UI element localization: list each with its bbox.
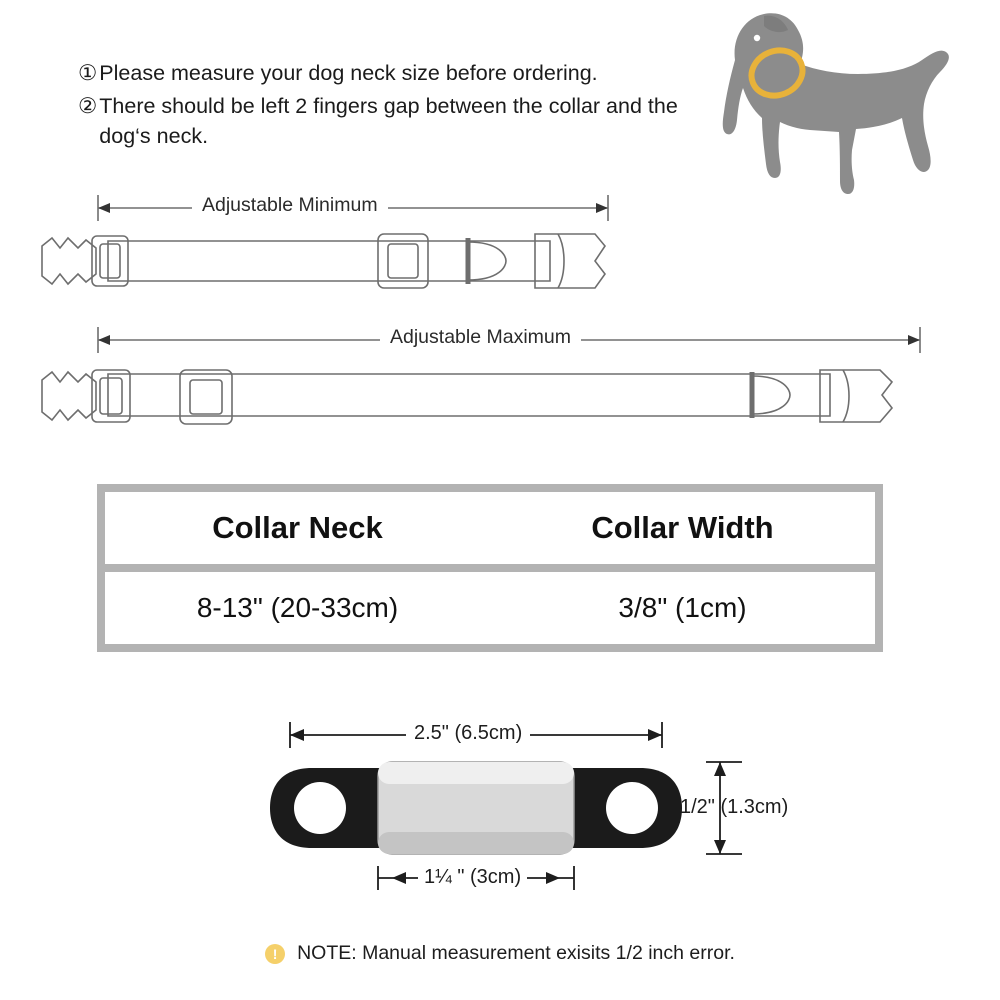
tag-height-label: 1/2" (1.3cm) bbox=[680, 796, 789, 818]
table-header-row bbox=[105, 492, 875, 564]
table-cell-collar-neck: 8-13" (20-33cm) bbox=[196, 592, 399, 623]
note-row bbox=[0, 942, 1000, 965]
instruction-text: There should be left 2 fingers gap between the collar and the dog‘s neck. bbox=[99, 94, 678, 148]
tag-plate-width-label: 1¼ " (3cm) bbox=[418, 866, 527, 889]
dog-illustration bbox=[640, 0, 960, 210]
note-text: NOTE: Manual measurement exisits 1/2 inch error. bbox=[297, 942, 735, 964]
instruction-number: ② bbox=[78, 94, 98, 118]
table-header-collar-neck: Collar Neck bbox=[212, 510, 383, 545]
tag-dimensions-diagram bbox=[250, 700, 870, 910]
instruction-text: Please measure your dog neck size before ordering. bbox=[99, 61, 598, 85]
tag-width-label: 2.5" (6.5cm) bbox=[406, 722, 530, 745]
spec-table bbox=[97, 484, 883, 652]
instructions-block bbox=[78, 58, 678, 154]
instruction-number: ① bbox=[78, 61, 98, 85]
adjustable-maximum-label: Adjustable Maximum bbox=[380, 326, 581, 349]
dog-silhouette-icon bbox=[723, 13, 949, 194]
adjustable-minimum-label: Adjustable Minimum bbox=[192, 194, 388, 217]
instruction-item bbox=[78, 91, 678, 151]
instruction-item bbox=[78, 58, 678, 88]
table-cell-collar-width: 3/8" (1cm) bbox=[618, 592, 747, 623]
collar-maximum-diagram bbox=[30, 312, 950, 442]
table-row bbox=[105, 572, 875, 644]
collar-minimum-diagram bbox=[30, 186, 630, 306]
table-header-collar-width: Collar Width bbox=[591, 510, 774, 545]
exclamation-icon: ! bbox=[265, 944, 285, 964]
